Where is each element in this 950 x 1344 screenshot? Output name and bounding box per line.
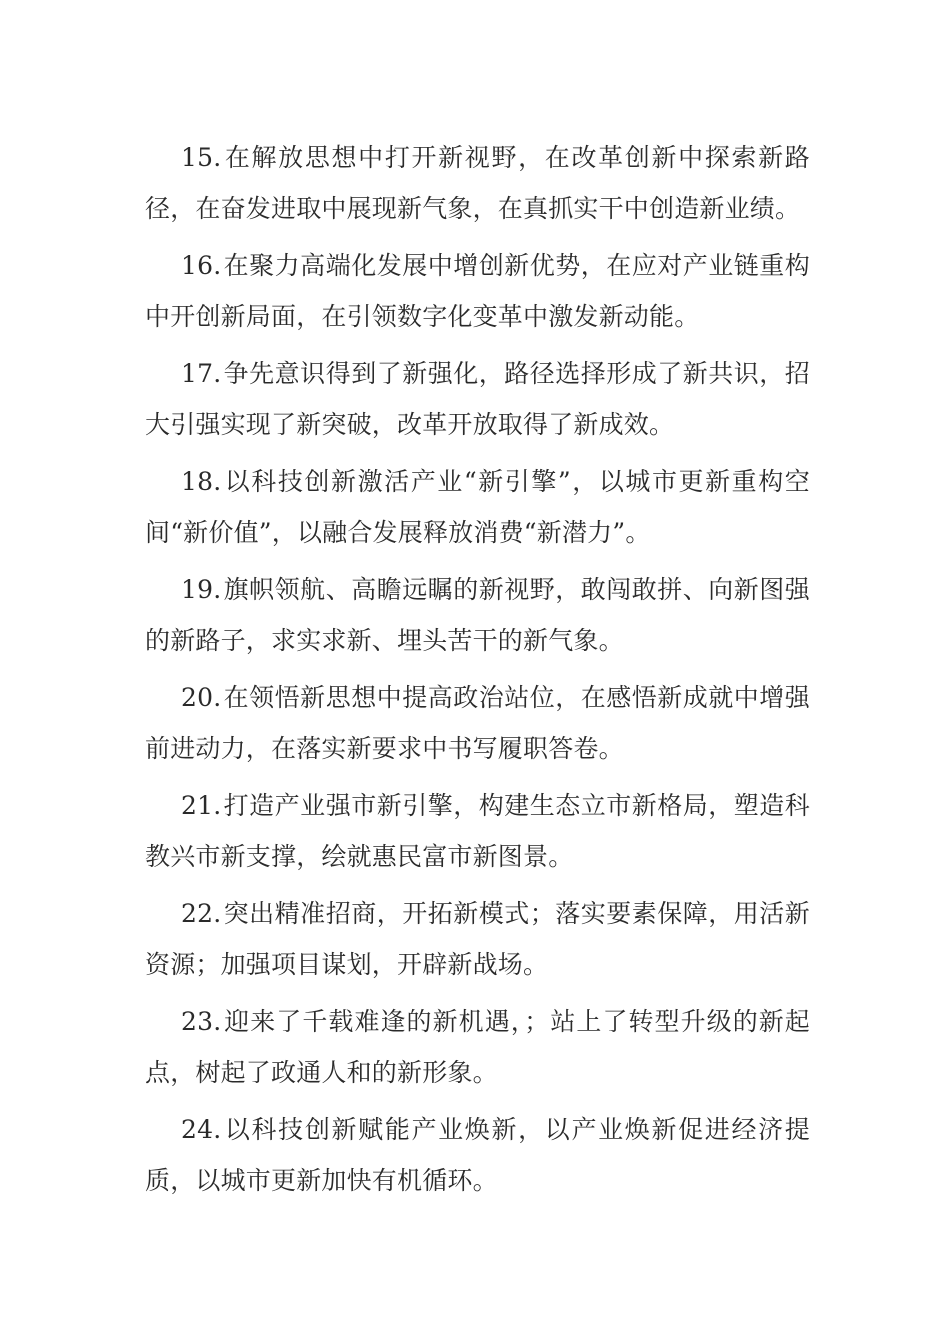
paragraph-number: 18. <box>181 467 222 496</box>
paragraph-text: 以科技创新赋能产业焕新，以产业焕新促进经济提质，以城市更新加快有机循环。 <box>145 1115 810 1195</box>
paragraph-number: 20. <box>181 683 222 712</box>
paragraph-20 <box>145 672 810 774</box>
paragraph-17 <box>145 348 810 450</box>
paragraph-text: 在解放思想中打开新视野，在改革创新中探索新路径，在奋发进取中展现新气象，在真抓实干中创造新业绩。 <box>145 143 810 223</box>
paragraph-text: 以科技创新激活产业“新引擎”，以城市更新重构空间“新价值”，以融合发展释放消费“新潜力”。 <box>145 467 810 547</box>
paragraph-21 <box>145 780 810 882</box>
paragraph-text: 迎来了千载难逢的新机遇，；站上了转型升级的新起点，树起了政通人和的新形象。 <box>145 1007 810 1087</box>
paragraph-number: 15. <box>181 143 222 172</box>
paragraph-text: 旗帜领航、高瞻远瞩的新视野，敢闯敢拼、向新图强的新路子，求实求新、埋头苦干的新气象。 <box>145 575 810 655</box>
paragraph-number: 22. <box>181 899 222 928</box>
paragraph-text: 突出精准招商，开拓新模式；落实要素保障，用活新资源；加强项目谋划，开辟新战场。 <box>145 899 810 979</box>
paragraph-22 <box>145 888 810 990</box>
paragraph-number: 23. <box>181 1007 222 1036</box>
paragraph-15 <box>145 132 810 234</box>
paragraph-number: 19. <box>181 575 222 604</box>
paragraph-16 <box>145 240 810 342</box>
paragraph-18 <box>145 456 810 558</box>
paragraph-number: 17. <box>181 359 222 388</box>
paragraph-number: 16. <box>181 251 222 280</box>
paragraph-19 <box>145 564 810 666</box>
document-body <box>145 132 810 1212</box>
paragraph-number: 24. <box>181 1115 222 1144</box>
paragraph-text: 在聚力高端化发展中增创新优势，在应对产业链重构中开创新局面，在引领数字化变革中激发新动能。 <box>145 251 810 331</box>
paragraph-text: 打造产业强市新引擎，构建生态立市新格局，塑造科教兴市新支撑，绘就惠民富市新图景。 <box>145 791 810 871</box>
paragraph-text: 争先意识得到了新强化，路径选择形成了新共识，招大引强实现了新突破，改革开放取得了新成效。 <box>145 359 810 439</box>
paragraph-23 <box>145 996 810 1098</box>
paragraph-number: 21. <box>181 791 222 820</box>
paragraph-24 <box>145 1104 810 1206</box>
paragraph-text: 在领悟新思想中提高政治站位，在感悟新成就中增强前进动力，在落实新要求中书写履职答卷。 <box>145 683 810 763</box>
